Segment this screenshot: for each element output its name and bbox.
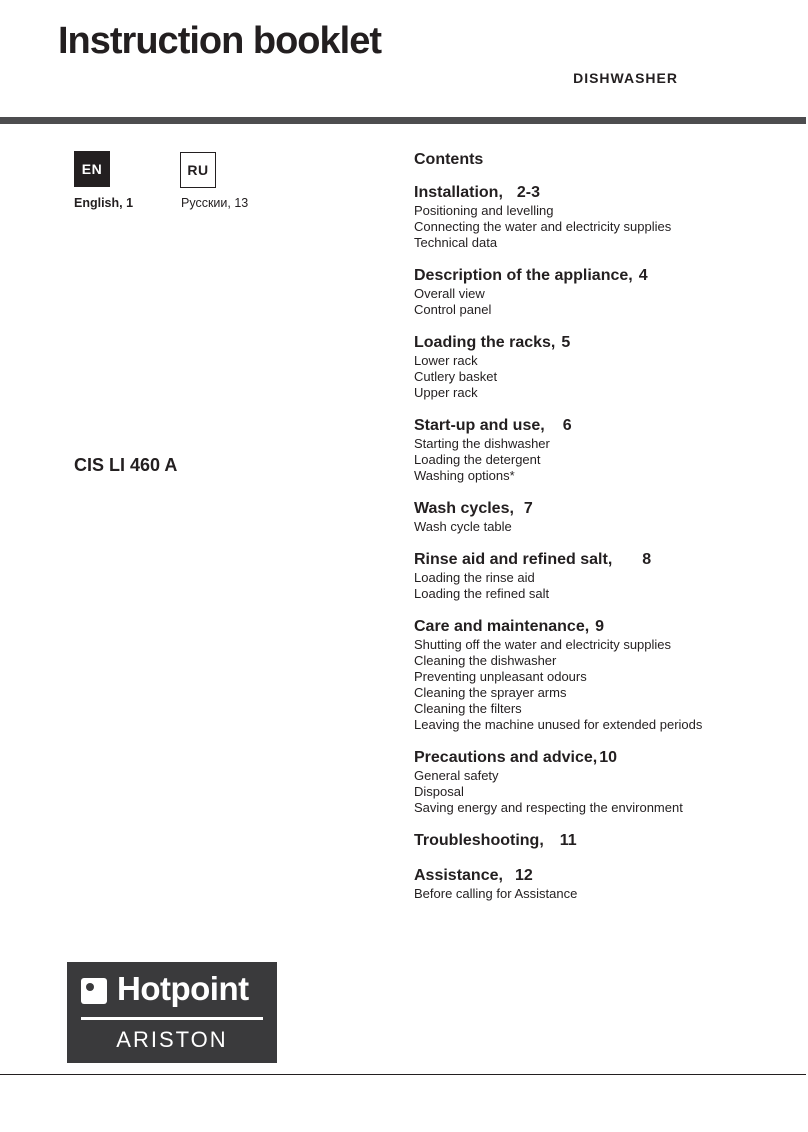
section-page-number: 2-3 [516,184,541,201]
section-subitem: Cleaning the dishwasher [414,653,557,668]
section-subitem: Technical data [414,235,498,250]
section-page-number: 5 [561,334,571,351]
section-page-number: 4 [638,267,648,284]
model-number: CIS LI 460 A [74,455,178,475]
section-heading[interactable] [414,183,794,203]
section-page-number: 9 [595,618,605,635]
logo-divider [81,1017,263,1020]
section-page-number: 6 [562,417,572,434]
section-title: Assistance, [414,867,503,884]
section-subitem: Disposal [414,784,464,799]
section-heading[interactable] [414,550,794,570]
section-title: Precautions and advice, [414,749,598,766]
section-subitem: Wash cycle table [414,519,512,534]
contents-section [414,266,794,318]
section-subitem: Cleaning the filters [414,701,522,716]
footer-divider [0,1074,806,1075]
section-heading[interactable] [414,333,794,353]
section-page-number: 12 [514,867,533,884]
section-subitem: Positioning and levelling [414,203,554,218]
section-subitem: Loading the rinse aid [414,570,535,585]
brand-mark-icon [81,978,107,1004]
section-title: Wash cycles, [414,500,514,517]
section-page-number: 11 [559,832,577,849]
language-label-ru: Русскии, 13 [181,196,249,210]
section-subitem: Preventing unpleasant odours [414,669,587,684]
contents-section [414,748,794,816]
contents-section [414,550,794,602]
header-divider [0,117,806,124]
section-subitem: Shutting off the water and electricity supplies [414,637,672,652]
table-of-contents [414,151,794,917]
section-title: Rinse aid and refined salt, [414,551,613,568]
contents-section [414,831,794,851]
section-title: Care and maintenance, [414,618,590,635]
contents-section [414,333,794,401]
section-subitem: Upper rack [414,385,478,400]
section-subitem: Cleaning the sprayer arms [414,685,567,700]
contents-section [414,183,794,251]
section-subitem: Cutlery basket [414,369,498,384]
section-subitem: Overall view [414,286,485,301]
section-subitem: Connecting the water and electricity supplies [414,219,672,234]
section-subitem: Control panel [414,302,492,317]
section-subitem: Loading the refined salt [414,586,550,601]
section-subitem: General safety [414,768,499,783]
section-title: Loading the racks, [414,334,556,351]
section-heading[interactable] [414,617,794,637]
contents-sections [414,183,794,902]
section-subitem: Saving energy and respecting the environment [414,800,683,815]
product-type: DISHWASHER [573,70,678,86]
section-title: Description of the appliance, [414,267,633,284]
section-subitem: Washing options* [414,468,515,483]
section-title: Troubleshooting, [414,832,544,849]
section-heading[interactable] [414,866,794,886]
section-heading[interactable] [414,416,794,436]
section-title: Installation, [414,184,503,201]
contents-section [414,416,794,484]
booklet-title: Instruction booklet [58,20,381,62]
section-subitem: Before calling for Assistance [414,886,578,901]
section-heading[interactable] [414,499,794,519]
contents-heading: Contents [414,151,484,168]
hotpoint-ariston-logo [67,962,277,1063]
language-tab-ru[interactable]: RU [180,152,216,188]
section-page-number: 10 [599,749,617,766]
section-page-number: 8 [642,551,652,568]
section-title: Start-up and use, [414,417,545,434]
language-label-en: English, 1 [74,196,134,210]
section-subitem: Leaving the machine unused for extended periods [414,717,703,732]
section-heading[interactable] [414,831,794,851]
logo-brand-name: Hotpoint [117,970,249,1007]
section-subitem: Loading the detergent [414,452,541,467]
section-heading[interactable] [414,266,794,286]
contents-section [414,866,794,902]
contents-section [414,499,794,535]
section-heading[interactable] [414,748,794,768]
section-page-number: 7 [523,500,533,517]
language-tab-en[interactable]: EN [74,151,110,187]
logo-brand-sub: ARISTON [116,1027,228,1052]
section-subitem: Starting the dishwasher [414,436,550,451]
contents-section [414,617,794,733]
section-subitem: Lower rack [414,353,478,368]
